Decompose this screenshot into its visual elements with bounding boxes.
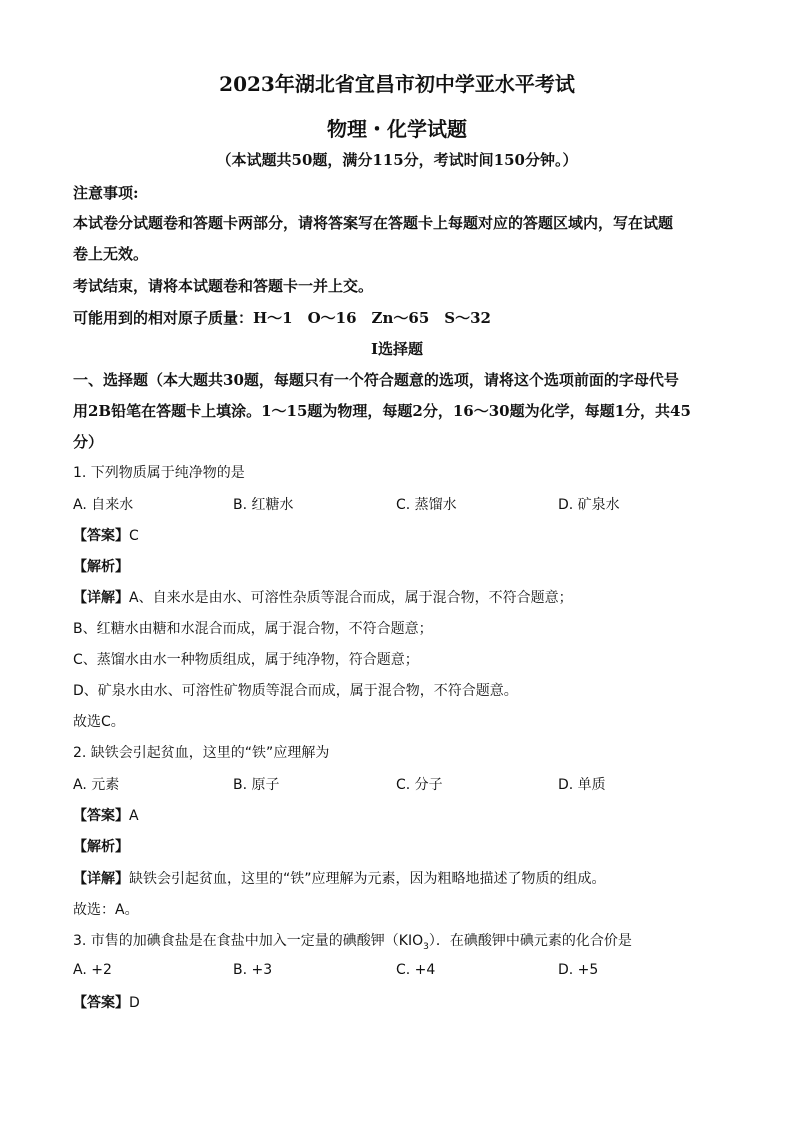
question-stem	[73, 930, 733, 958]
section-title: Ⅰ选择题	[370, 340, 424, 358]
analysis-tag: 【解析】	[73, 559, 129, 575]
option-b: B. 红糖水	[233, 497, 294, 513]
detail-text: 缺铁会引起贫血，这里的“铁”应理解为元素，因为粗略地描述了物质的组成。	[129, 871, 606, 887]
answer-value: C	[129, 528, 139, 544]
subscript: 3	[423, 941, 429, 952]
answer-tag: 【答案】	[73, 528, 129, 544]
option-c: C. 蒸馏水	[396, 497, 457, 513]
answer-tag: 【答案】	[73, 808, 129, 824]
section-instruction: 一、选择题（本大题共30题，每题只有一个符合题意的选项，请将这个选项前面的字母代号	[73, 371, 679, 389]
analysis-line	[73, 556, 733, 578]
exam-note: （本试题共50题，满分115分，考试时间150分钟。）	[216, 151, 578, 169]
section-instruction: 用2B铅笔在答题卡上填涂。1～15题为物理，每题2分，16～30题为化学，每题1分，共45	[73, 402, 691, 420]
detail-line	[73, 868, 733, 890]
answer-line	[73, 805, 733, 827]
option-d: D. 矿泉水	[558, 497, 620, 513]
notice-line: 考试结束，请将本试题卷和答题卡一并上交。	[73, 277, 374, 295]
detail-line	[73, 587, 733, 609]
option-d: D. 单质	[558, 777, 606, 793]
answer-tag: 【答案】	[73, 995, 129, 1011]
option-c: C. 分子	[396, 777, 443, 793]
notice-heading: 注意事项:	[73, 184, 139, 202]
analysis-tag: 【解析】	[73, 839, 129, 855]
answer-line	[73, 525, 733, 547]
option-a: A. 自来水	[73, 497, 134, 513]
answer-value: D	[129, 995, 140, 1011]
exam-subtitle: 物理・化学试题	[327, 117, 467, 141]
section-instruction: 分）	[73, 433, 104, 451]
option-a: A. 元素	[73, 777, 120, 793]
detail-tag: 【详解】	[73, 590, 129, 606]
answer-line	[73, 992, 733, 1014]
notice-line: 可能用到的相对原子质量：H～1 O～16 Zn～65 S～32	[73, 309, 491, 327]
question-stem: 1. 下列物质属于纯净物的是	[73, 465, 245, 481]
stem-text: 3. 市售的加碘食盐是在食盐中加入一定量的碘酸钾（KIO	[73, 933, 424, 949]
notice-line: 卷上无效。	[73, 245, 149, 263]
notice-line: 本试卷分试题卷和答题卡两部分，请将答案写在答题卡上每题对应的答题区域内，写在试题	[73, 214, 674, 232]
stem-text: ）．在碘酸钾中碘元素的化合价是	[428, 933, 632, 949]
exam-title: 2023年湖北省宜昌市初中学亚水平考试	[219, 72, 575, 96]
answer-value: A	[129, 808, 139, 824]
question-stem: 2. 缺铁会引起贫血，这里的“铁”应理解为	[73, 745, 330, 761]
option-a: A. +2	[73, 962, 112, 978]
conclusion: 故选C。	[73, 714, 125, 730]
option-c: C. +4	[396, 962, 436, 978]
detail-text: A、自来水是由水、可溶性杂质等混合而成，属于混合物，不符合题意；	[129, 590, 573, 606]
option-d: D. +5	[558, 962, 599, 978]
analysis-line	[73, 836, 733, 858]
detail-text: B、红糖水由糖和水混合而成，属于混合物，不符合题意；	[73, 621, 433, 637]
detail-text: D、矿泉水由水、可溶性矿物质等混合而成，属于混合物，不符合题意。	[73, 683, 518, 699]
option-b: B. 原子	[233, 777, 280, 793]
option-b: B. +3	[233, 962, 273, 978]
conclusion: 故选：A。	[73, 902, 139, 918]
detail-tag: 【详解】	[73, 871, 129, 887]
detail-text: C、蒸馏水由水一种物质组成，属于纯净物，符合题意；	[73, 652, 419, 668]
